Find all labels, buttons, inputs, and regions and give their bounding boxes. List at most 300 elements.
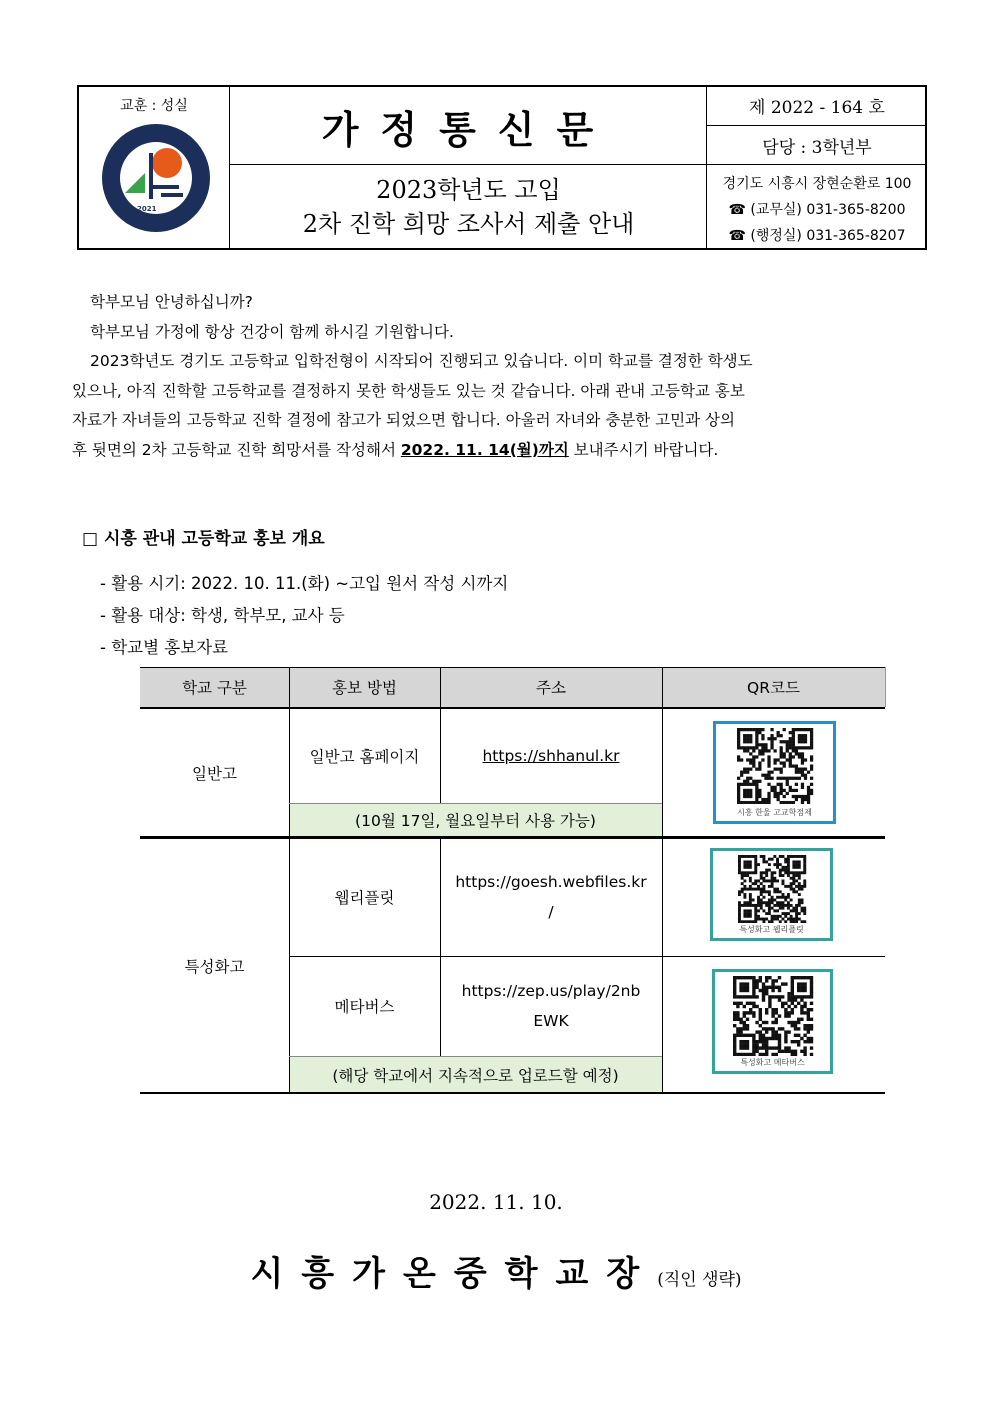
qr-module [809, 1037, 812, 1040]
qr-module [800, 855, 803, 858]
qr-module [761, 1021, 764, 1024]
qr-module [809, 979, 812, 982]
qr-module [746, 780, 749, 783]
qr-module [749, 792, 752, 795]
qr-module [758, 743, 761, 746]
qr-module [792, 855, 795, 858]
qr-module [754, 869, 757, 872]
qr-module [785, 792, 788, 795]
qr-module [746, 740, 749, 743]
qr-module [767, 777, 770, 780]
qr-module [777, 1034, 780, 1037]
qr-module [768, 1002, 771, 1005]
qr-module [761, 737, 764, 740]
qr-module [758, 764, 761, 767]
qr-module [745, 982, 748, 985]
qr-module [758, 1053, 761, 1056]
qr-module [800, 740, 803, 743]
qr-module [733, 976, 736, 979]
qr-module [759, 904, 762, 907]
qr-module [745, 1024, 748, 1027]
qr-module [797, 1002, 800, 1005]
qr-module [778, 890, 781, 893]
qr-module [733, 1034, 736, 1037]
qr-module [770, 789, 773, 792]
method-homepage: 일반고 홈페이지 [309, 748, 420, 766]
qr-module [759, 901, 762, 904]
qr-module [768, 976, 771, 979]
qr-module [748, 866, 751, 869]
qr-module [781, 874, 784, 877]
qr-module [761, 743, 764, 746]
qr-module [737, 795, 740, 798]
qr-module [797, 888, 800, 891]
qr-module [745, 989, 748, 992]
qr-module [770, 777, 773, 780]
qr-module [800, 1018, 803, 1021]
qr-module [740, 874, 743, 877]
qr-module [746, 888, 749, 891]
qr-module [746, 904, 749, 907]
qr-module [793, 1034, 796, 1037]
qr-module [787, 1046, 790, 1049]
qr-module [765, 1030, 768, 1033]
qr-module [752, 1043, 755, 1046]
qr-module [738, 890, 741, 893]
qr-module [758, 1040, 761, 1043]
qr-module [800, 755, 803, 758]
qr-module [765, 1040, 768, 1043]
qr-module [739, 995, 742, 998]
qr-module [809, 789, 812, 792]
qr-module [800, 909, 803, 912]
qr-module [746, 795, 749, 798]
url-link[interactable]: https://shhanul.kr [482, 747, 620, 765]
subtitle-line2: 2차 진학 희망 조사서 제출 안내 [302, 210, 635, 238]
qr-module [737, 755, 740, 758]
qr-module [789, 920, 792, 923]
qr-module [759, 893, 762, 896]
qr-module [739, 1021, 742, 1024]
qr-module [793, 1024, 796, 1027]
qr-module [773, 879, 776, 882]
qr-module [749, 752, 752, 755]
qr-module [800, 752, 803, 755]
qr-module [743, 740, 746, 743]
qr-module [773, 904, 776, 907]
qr-module [795, 860, 798, 863]
qr-module [738, 907, 741, 910]
qr-module [795, 855, 798, 858]
qr-module [809, 755, 812, 758]
document-subtitle [231, 173, 706, 241]
qr-module [767, 795, 770, 798]
qr-module [770, 918, 773, 921]
qr-module [797, 871, 800, 874]
phone-admin: ☎ (행정실) 031-365-8207 [728, 228, 906, 244]
qr-module [742, 1024, 745, 1027]
qr-module [738, 901, 741, 904]
qr-module [765, 874, 768, 877]
qr-module [762, 890, 765, 893]
qr-module [745, 1027, 748, 1030]
qr-module [771, 1021, 774, 1024]
qr-module [754, 858, 757, 861]
qr-module [745, 1040, 748, 1043]
qr-module [788, 737, 791, 740]
qr-module [743, 734, 746, 737]
qr-module [776, 879, 779, 882]
qr-module [746, 915, 749, 918]
qr-module [803, 1005, 806, 1008]
qr-module [767, 899, 770, 902]
qr-module [797, 1018, 800, 1021]
qr-module [758, 1008, 761, 1011]
qr-module [788, 786, 791, 789]
qr-module [749, 1008, 752, 1011]
qr-module [746, 768, 749, 771]
qr-module [785, 746, 788, 749]
qr-module [759, 882, 762, 885]
qr-module [755, 740, 758, 743]
qr-module [790, 1050, 793, 1053]
qr-module [745, 1043, 748, 1046]
qr-module [800, 901, 803, 904]
qr-module [790, 979, 793, 982]
qr-module [773, 863, 776, 866]
qr-module [773, 877, 776, 880]
qr-module [754, 860, 757, 863]
qr-module [758, 976, 761, 979]
table-line [140, 1092, 885, 1094]
qr-module [745, 1018, 748, 1021]
qr-module [806, 798, 809, 801]
qr-module [752, 749, 755, 752]
phone-office: ☎ (교무실) 031-365-8200 [728, 202, 906, 218]
body-line: 2023학년도 경기도 고등학교 입학전형이 시작되어 진행되고 있습니다. 이미 학교를 결정한 학생도 [90, 352, 753, 370]
qr-module [793, 1053, 796, 1056]
qr-module [754, 879, 757, 882]
qr-module [767, 755, 770, 758]
table-header: 홍보 방법 [289, 667, 440, 707]
qr-module [752, 989, 755, 992]
qr-module [773, 855, 776, 858]
table-line [289, 803, 662, 804]
qr-module [743, 792, 746, 795]
qr-module [777, 995, 780, 998]
qr-module [800, 907, 803, 910]
qr-module [770, 746, 773, 749]
qr-module [770, 786, 773, 789]
qr-module [791, 746, 794, 749]
url-link[interactable] [440, 838, 662, 956]
qr-module [762, 918, 765, 921]
qr-module [773, 795, 776, 798]
url-link[interactable] [440, 956, 662, 1056]
qr-module [738, 860, 741, 863]
qr-module [743, 795, 746, 798]
deadline-date: 2022. 11. 14(월)까지 [400, 440, 569, 459]
qr-module [776, 860, 779, 863]
qr-module [759, 907, 762, 910]
qr-module [809, 982, 812, 985]
qr-module [739, 989, 742, 992]
qr-module [738, 858, 741, 861]
qr-module [768, 998, 771, 1001]
qr-module [746, 912, 749, 915]
qr-module [765, 1046, 768, 1049]
qr-code-leaflet[interactable] [710, 848, 833, 941]
qr-module [761, 1046, 764, 1049]
qr-module [755, 801, 758, 804]
qr-module [770, 743, 773, 746]
qr-module [774, 1018, 777, 1021]
qr-module [758, 749, 761, 752]
qr-module [800, 768, 803, 771]
qr-module [736, 1005, 739, 1008]
qr-module [779, 792, 782, 795]
table-line [289, 1056, 662, 1057]
qr-module [748, 871, 751, 874]
qr-module [761, 758, 764, 761]
qr-module [797, 863, 800, 866]
qr-module [749, 976, 752, 979]
qr-module [754, 907, 757, 910]
qr-module [777, 986, 780, 989]
qr-module [755, 986, 758, 989]
qr-module [758, 1014, 761, 1017]
qr-module [784, 915, 787, 918]
qr-module [768, 986, 771, 989]
qr-module [739, 1053, 742, 1056]
qr-module [748, 915, 751, 918]
qr-module [778, 907, 781, 910]
qr-module [800, 1050, 803, 1053]
qr-module [781, 907, 784, 910]
qr-module [790, 1002, 793, 1005]
qr-module [779, 777, 782, 780]
qr-module [759, 871, 762, 874]
qr-module [752, 1011, 755, 1014]
qr-module [779, 746, 782, 749]
qr-module [779, 740, 782, 743]
qr-module [743, 780, 746, 783]
qr-module [755, 798, 758, 801]
qr-module [746, 749, 749, 752]
qr-module [770, 874, 773, 877]
qr-module [746, 860, 749, 863]
qr-module [754, 888, 757, 891]
qr-module [803, 774, 806, 777]
qr-module [803, 1027, 806, 1030]
qr-module [765, 1043, 768, 1046]
qr-module [771, 995, 774, 998]
qr-module [752, 1005, 755, 1008]
qr-module [737, 777, 740, 780]
qr-module [770, 734, 773, 737]
qr-module [739, 1030, 742, 1033]
qr-module [745, 1034, 748, 1037]
qr-module [803, 909, 806, 912]
qr-module [803, 866, 806, 869]
qr-module [742, 1027, 745, 1030]
qr-module [733, 982, 736, 985]
qr-module [743, 749, 746, 752]
qr-module [740, 888, 743, 891]
qr-module [765, 901, 768, 904]
qr-module [784, 1011, 787, 1014]
qr-module [771, 989, 774, 992]
qr-module [776, 896, 779, 899]
qr-module [797, 904, 800, 907]
qr-module [800, 786, 803, 789]
qr-module [743, 904, 746, 907]
qr-module [774, 1021, 777, 1024]
qr-module [803, 758, 806, 761]
qr-module [761, 1053, 764, 1056]
qr-module [803, 871, 806, 874]
qr-module [803, 1011, 806, 1014]
qr-module [795, 871, 798, 874]
qr-module [765, 1027, 768, 1030]
qr-module [797, 755, 800, 758]
qr-module [748, 877, 751, 880]
qr-module [749, 801, 752, 804]
qr-module [784, 1002, 787, 1005]
qr-module [809, 764, 812, 767]
signature-line [0, 1246, 992, 1295]
qr-module [784, 1034, 787, 1037]
qr-module [733, 995, 736, 998]
qr-module [754, 915, 757, 918]
qr-pattern [723, 976, 823, 1056]
qr-module [762, 909, 765, 912]
qr-module [794, 752, 797, 755]
qr-module [792, 909, 795, 912]
qr-module [733, 1014, 736, 1017]
table-header: 주소 [440, 667, 662, 707]
qr-module [790, 1024, 793, 1027]
qr-module [755, 792, 758, 795]
qr-module [770, 858, 773, 861]
qr-module [774, 1011, 777, 1014]
qr-module [771, 1014, 774, 1017]
qr-module [773, 749, 776, 752]
qr-module [794, 746, 797, 749]
qr-module [767, 879, 770, 882]
qr-module [797, 982, 800, 985]
qr-module [786, 893, 789, 896]
qr-module [776, 758, 779, 761]
qr-module [755, 1043, 758, 1046]
qr-module [785, 758, 788, 761]
qr-module [740, 774, 743, 777]
qr-module [809, 746, 812, 749]
qr-module [758, 789, 761, 792]
qr-module [752, 801, 755, 804]
qr-module [770, 740, 773, 743]
qr-module [809, 734, 812, 737]
qr-module [809, 1046, 812, 1049]
qr-module [749, 783, 752, 786]
qr-module [743, 915, 746, 918]
qr-module [757, 915, 760, 918]
qr-module [764, 777, 767, 780]
qr-module [806, 1014, 809, 1017]
qr-module [795, 863, 798, 866]
qr-module [736, 976, 739, 979]
qr-module [781, 995, 784, 998]
qr-module [746, 734, 749, 737]
qr-module [733, 1018, 736, 1021]
qr-module [752, 1037, 755, 1040]
qr-module [737, 786, 740, 789]
qr-module [746, 801, 749, 804]
qr-module [803, 920, 806, 923]
qr-module [800, 995, 803, 998]
qr-module [758, 731, 761, 734]
qr-module [746, 866, 749, 869]
qr-module [748, 901, 751, 904]
qr-module [778, 904, 781, 907]
qr-code-general[interactable] [713, 721, 836, 824]
qr-module [740, 801, 743, 804]
qr-code-metaverse[interactable] [712, 969, 833, 1074]
qr-module [795, 909, 798, 912]
qr-module [792, 860, 795, 863]
qr-module [781, 882, 784, 885]
qr-module [792, 907, 795, 910]
qr-module [754, 855, 757, 858]
qr-module [749, 1002, 752, 1005]
qr-module [786, 855, 789, 858]
qr-module [758, 1034, 761, 1037]
qr-module [743, 863, 746, 866]
qr-module [797, 746, 800, 749]
qr-module [803, 858, 806, 861]
qr-module [754, 871, 757, 874]
note-general: (10월 17일, 월요일부터 사용 가능) [289, 803, 662, 836]
logo-year: 2021 [137, 205, 157, 213]
qr-module [748, 855, 751, 858]
qr-module [759, 874, 762, 877]
qr-module [737, 789, 740, 792]
qr-module [767, 758, 770, 761]
qr-module [765, 904, 768, 907]
qr-module [795, 912, 798, 915]
qr-module [777, 976, 780, 979]
qr-module [736, 1011, 739, 1014]
qr-module [779, 801, 782, 804]
qr-module [758, 780, 761, 783]
divider [229, 87, 230, 248]
qr-module [803, 907, 806, 910]
qr-module [777, 989, 780, 992]
qr-module [757, 901, 760, 904]
qr-module [809, 740, 812, 743]
qr-module [748, 912, 751, 915]
qr-module [797, 986, 800, 989]
qr-module [765, 1050, 768, 1053]
qr-module [745, 1046, 748, 1049]
qr-module [752, 1034, 755, 1037]
qr-module [803, 734, 806, 737]
qr-module [800, 888, 803, 891]
qr-module [776, 890, 779, 893]
qr-module [784, 920, 787, 923]
qr-module [803, 860, 806, 863]
qr-module [778, 920, 781, 923]
